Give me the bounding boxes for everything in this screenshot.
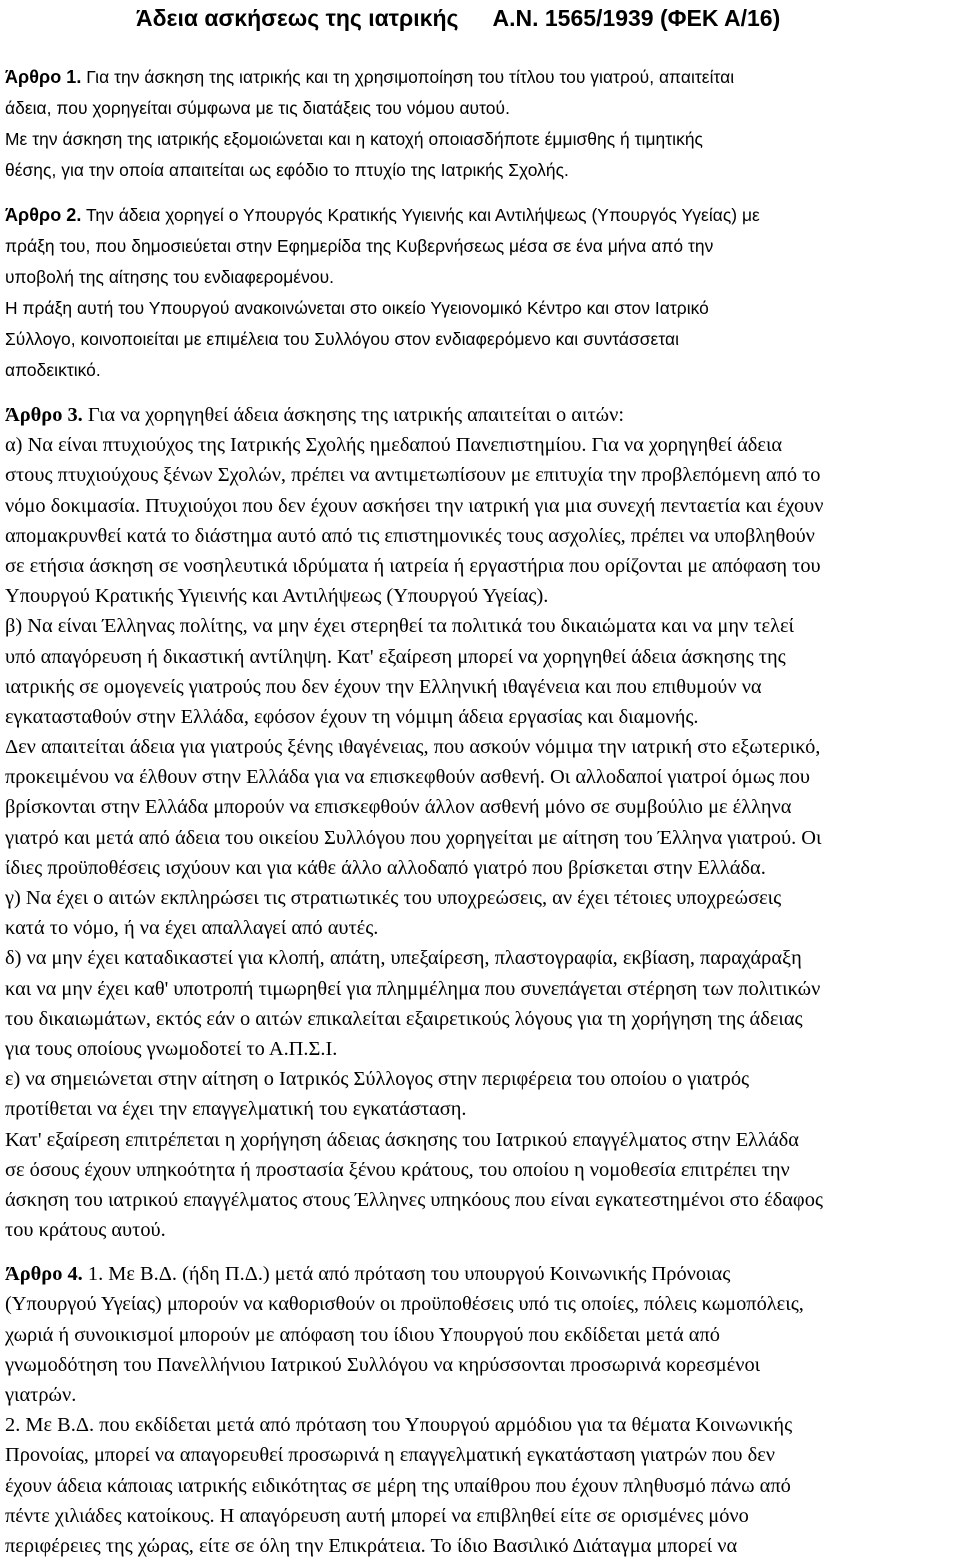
article-label: Άρθρο 4.	[5, 1263, 83, 1286]
document-body	[5, 62, 957, 1561]
text-line	[5, 1094, 957, 1124]
text-line	[5, 293, 957, 324]
text-line	[5, 93, 957, 124]
line-text: του κράτους αυτού.	[5, 1219, 166, 1242]
text-line	[5, 581, 957, 611]
line-text: Για την άσκηση της ιατρικής και τη χρησιμοποίηση του τίτλου του γιατρού, απαιτείται	[81, 67, 735, 87]
text-line	[5, 913, 957, 943]
text-line	[5, 762, 957, 792]
line-text: 2. Με Β.Δ. που εκδίδεται μετά από πρόταση του Υπουργού αρμόδιου για τα θέματα Κοινωνικής	[5, 1414, 793, 1437]
text-line	[5, 62, 957, 93]
line-text: σε ετήσια άσκηση σε νοσηλευτικά ιδρύματα ή ιατρεία ή εργαστήρια που ορίζονται με απόφαση του	[5, 554, 821, 577]
text-line	[5, 1034, 957, 1064]
text-line	[5, 1155, 957, 1185]
text-line	[5, 642, 957, 672]
line-text: περιφέρειες της χώρας, είτε σε όλη την Επικράτεια. Το ίδιο Βασιλικό Διάταγμα μπορεί να	[5, 1534, 738, 1557]
text-line	[5, 672, 957, 702]
text-line	[5, 1259, 957, 1289]
text-line	[5, 1289, 957, 1319]
text-line	[5, 324, 957, 355]
line-text: γνωμοδότηση του Πανελλήνιου Ιατρικού Συλλόγου να κηρύσσονται προσωρινά κορεσμένοι	[5, 1353, 761, 1376]
text-line	[5, 231, 957, 262]
text-line	[5, 823, 957, 853]
line-text: εγκατασταθούν στην Ελλάδα, εφόσον έχουν τη νόμιμη άδεια εργασίας και διαμονής.	[5, 705, 699, 728]
line-text: γιατρών.	[5, 1384, 77, 1406]
text-line	[5, 460, 957, 490]
text-line	[5, 1471, 957, 1501]
line-text: άδεια, που χορηγείται σύμφωνα με τις διατάξεις του νόμου αυτού.	[5, 98, 510, 118]
text-line	[5, 355, 957, 386]
line-text: Με την άσκηση της ιατρικής εξομοιώνεται και η κατοχή οποιασδήποτε έμμισθης ή τιμητικής	[5, 129, 703, 149]
text-line	[5, 1215, 957, 1245]
line-text: άσκηση του ιατρικού επαγγέλματος στους Έλληνες υπηκόους που είναι εγκατεστημένοι στο έδαφος	[5, 1188, 823, 1211]
line-text: έχουν άδεια κάποιας ιατρικής ειδικότητας σε μέρη της υπαίθρου που έχουν πληθυσμό πάνω από	[5, 1474, 791, 1497]
text-line	[5, 1004, 957, 1034]
line-text: 1. Με Β.Δ. (ήδη Π.Δ.) μετά από πρόταση του υπουργού Κοινωνικής Πρόνοιας	[82, 1263, 731, 1286]
line-text: Σύλλογο, κοινοποιείται με επιμέλεια του Συλλόγου στον ενδιαφερόμενο και συντάσσεται	[5, 329, 680, 349]
text-line	[5, 974, 957, 1004]
text-line	[5, 400, 957, 430]
line-text: προκειμένου να έλθουν στην Ελλάδα για να επισκεφθούν ασθενή. Οι αλλοδαποί γιατροί όμως που	[5, 766, 811, 789]
text-line	[5, 1350, 957, 1380]
line-text: υποβολή της αίτησης του ενδιαφερομένου.	[5, 267, 335, 287]
line-text: του δικαιωμάτων, εκτός εάν ο αιτών επικαλείται εξαιρετικούς λόγους για τη χορήγηση της άδειας	[5, 1007, 803, 1030]
text-line	[5, 883, 957, 913]
text-line	[5, 853, 957, 883]
text-line	[5, 1064, 957, 1094]
article-label: Άρθρο 2.	[5, 205, 82, 225]
text-line	[5, 1410, 957, 1440]
title-text: Άδεια ασκήσεως της ιατρικής	[136, 5, 459, 31]
line-text: Υπουργού Κρατικής Υγιεινής και Αντιλήψεως (Υπουργού Υγείας).	[5, 585, 549, 608]
line-text: ε) να σημειώνεται στην αίτηση ο Ιατρικός Σύλλογος στην περιφέρεια του οποίου ο γιατρός	[5, 1068, 750, 1091]
text-line	[5, 1501, 957, 1531]
line-text: και να μην έχει καθ' υποτροπή τιμωρηθεί για πλημμέλημα που συνεπάγεται στέρηση των πολιτικών	[5, 977, 821, 1000]
text-line	[5, 262, 957, 293]
text-line	[5, 1380, 957, 1410]
line-text: απομακρυνθεί κατά το διάστημα αυτό από τις επιστημονικές τους ασχολίες, πρέπει να υποβληθούν	[5, 524, 815, 547]
text-line	[5, 1320, 957, 1350]
line-text: δ) να μην έχει καταδικαστεί για κλοπή, απάτη, υπεξαίρεση, πλαστογραφία, εκβίαση, παραχάραξη	[5, 947, 802, 970]
line-text: (Υπουργού Υγείας) μπορούν να καθορισθούν οι προϋποθέσεις υπό τις οποίες, πόλεις κωμοπόλεις,	[5, 1293, 804, 1316]
line-text: Για να χορηγηθεί άδεια άσκησης της ιατρικής απαιτείται ο αιτών:	[82, 404, 624, 426]
line-text: υπό απαγόρευση ή δικαστική αντίληψη. Κατ' εξαίρεση μπορεί να χορηγηθεί άδεια άσκησης της	[5, 645, 786, 668]
line-text: κατά το νόμο, ή να έχει απαλλαγεί από αυτές.	[5, 917, 379, 940]
line-text: χωριά ή συνοικισμοί μπορούν με απόφαση του ίδιου Υπουργού που εκδίδεται μετά από	[5, 1323, 720, 1346]
line-text: Η πράξη αυτή του Υπουργού ανακοινώνεται στο οικείο Υγειονομικό Κέντρο και στον Ιατρικό	[5, 298, 709, 318]
text-line	[5, 155, 957, 186]
text-line	[5, 1185, 957, 1215]
line-text: βρίσκονται στην Ελλάδα μπορούν να επισκεφθούν άλλον ασθενή μόνο σε συμβούλιο με έλληνα	[5, 796, 792, 819]
text-line	[5, 611, 957, 641]
line-text: πράξη του, που δημοσιεύεται στην Εφημερίδα της Κυβερνήσεως μέσα σε ένα μήνα από την	[5, 236, 714, 256]
line-text: στους πτυχιούχους ξένων Σχολών, πρέπει να αντιμετωπίσουν με επιτυχία την προβλεπόμενη από το	[5, 464, 821, 487]
document-title	[136, 4, 780, 32]
line-text: β) Να είναι Έλληνας πολίτης, να μην έχει στερηθεί τα πολιτικά του δικαιώματα και να μην τελεί	[5, 615, 795, 638]
article-label: Άρθρο 3.	[5, 404, 83, 426]
line-text: γιατρό και μετά από άδεια του οικείου Συλλόγου που χορηγείται με αίτηση του Έλληνα γιατρού. Οι	[5, 826, 822, 849]
text-line	[5, 200, 957, 231]
line-text: Δεν απαιτείται άδεια για γιατρούς ξένης ιθαγένειας, που ασκούν νόμιμα την ιατρική στο εξωτερικό,	[5, 736, 821, 759]
line-text: προτίθεται να έχει την επαγγελματική του εγκατάσταση.	[5, 1098, 467, 1121]
line-text: σε όσους έχουν υπηκοότητα ή προστασία ξένου κράτους, του οποίου η νομοθεσία επιτρέπει την	[5, 1158, 790, 1181]
text-line	[5, 702, 957, 732]
law-reference: Α.Ν. 1565/1939 (ΦΕΚ Α/16)	[492, 5, 781, 31]
text-line	[5, 521, 957, 551]
text-line	[5, 732, 957, 762]
text-line	[5, 792, 957, 822]
text-line	[5, 430, 957, 460]
line-text: Προνοίας, μπορεί να απαγορευθεί προσωρινά η επαγγελματική εγκατάσταση γιατρών που δεν	[5, 1444, 776, 1467]
line-text: πέντε χιλιάδες κατοίκους. Η απαγόρευση αυτή μπορεί να επιβληθεί είτε σε ορισμένες μόνο	[5, 1504, 749, 1527]
line-text: αποδεικτικό.	[5, 360, 101, 380]
text-line	[5, 491, 957, 521]
text-line	[5, 1531, 957, 1561]
text-line	[5, 124, 957, 155]
line-text: ιατρικής σε ομογενείς γιατρούς που δεν έχουν την Ελληνική ιθαγένεια και που επιθυμούν να	[5, 675, 762, 698]
line-text: ίδιες προϋποθέσεις ισχύουν και για κάθε άλλο αλλοδαπό γιατρό που βρίσκεται στην Ελλάδα.	[5, 856, 766, 879]
line-text: Την άδεια χορηγεί ο Υπουργός Κρατικής Υγιεινής και Αντιλήψεως (Υπουργός Υγείας) με	[81, 205, 760, 225]
line-text: α) Να είναι πτυχιούχος της Ιατρικής Σχολής ημεδαπού Πανεπιστημίου. Για να χορηγηθεί άδεια	[5, 434, 783, 457]
text-line	[5, 1440, 957, 1470]
line-text: νόμο δοκιμασία. Πτυχιούχοι που δεν έχουν ασκήσει την ιατρική για μια συνεχή πενταετία και έχουν	[5, 494, 824, 517]
line-text: γ) Να έχει ο αιτών εκπληρώσει τις στρατιωτικές του υποχρεώσεις, αν έχει τέτοιες υποχρεώσεις	[5, 887, 782, 909]
line-text: για τους οποίους γνωμοδοτεί το Α.Π.Σ.Ι.	[5, 1037, 338, 1060]
text-line	[5, 943, 957, 973]
line-text: θέσης, για την οποία απαιτείται ως εφόδιο το πτυχίο της Ιατρικής Σχολής.	[5, 160, 569, 180]
line-text: Κατ' εξαίρεση επιτρέπεται η χορήγηση άδειας άσκησης του Ιατρικού επαγγέλματος στην Ελλάδα	[5, 1128, 799, 1151]
text-line	[5, 551, 957, 581]
article-label: Άρθρο 1.	[5, 67, 82, 87]
text-line	[5, 1125, 957, 1155]
